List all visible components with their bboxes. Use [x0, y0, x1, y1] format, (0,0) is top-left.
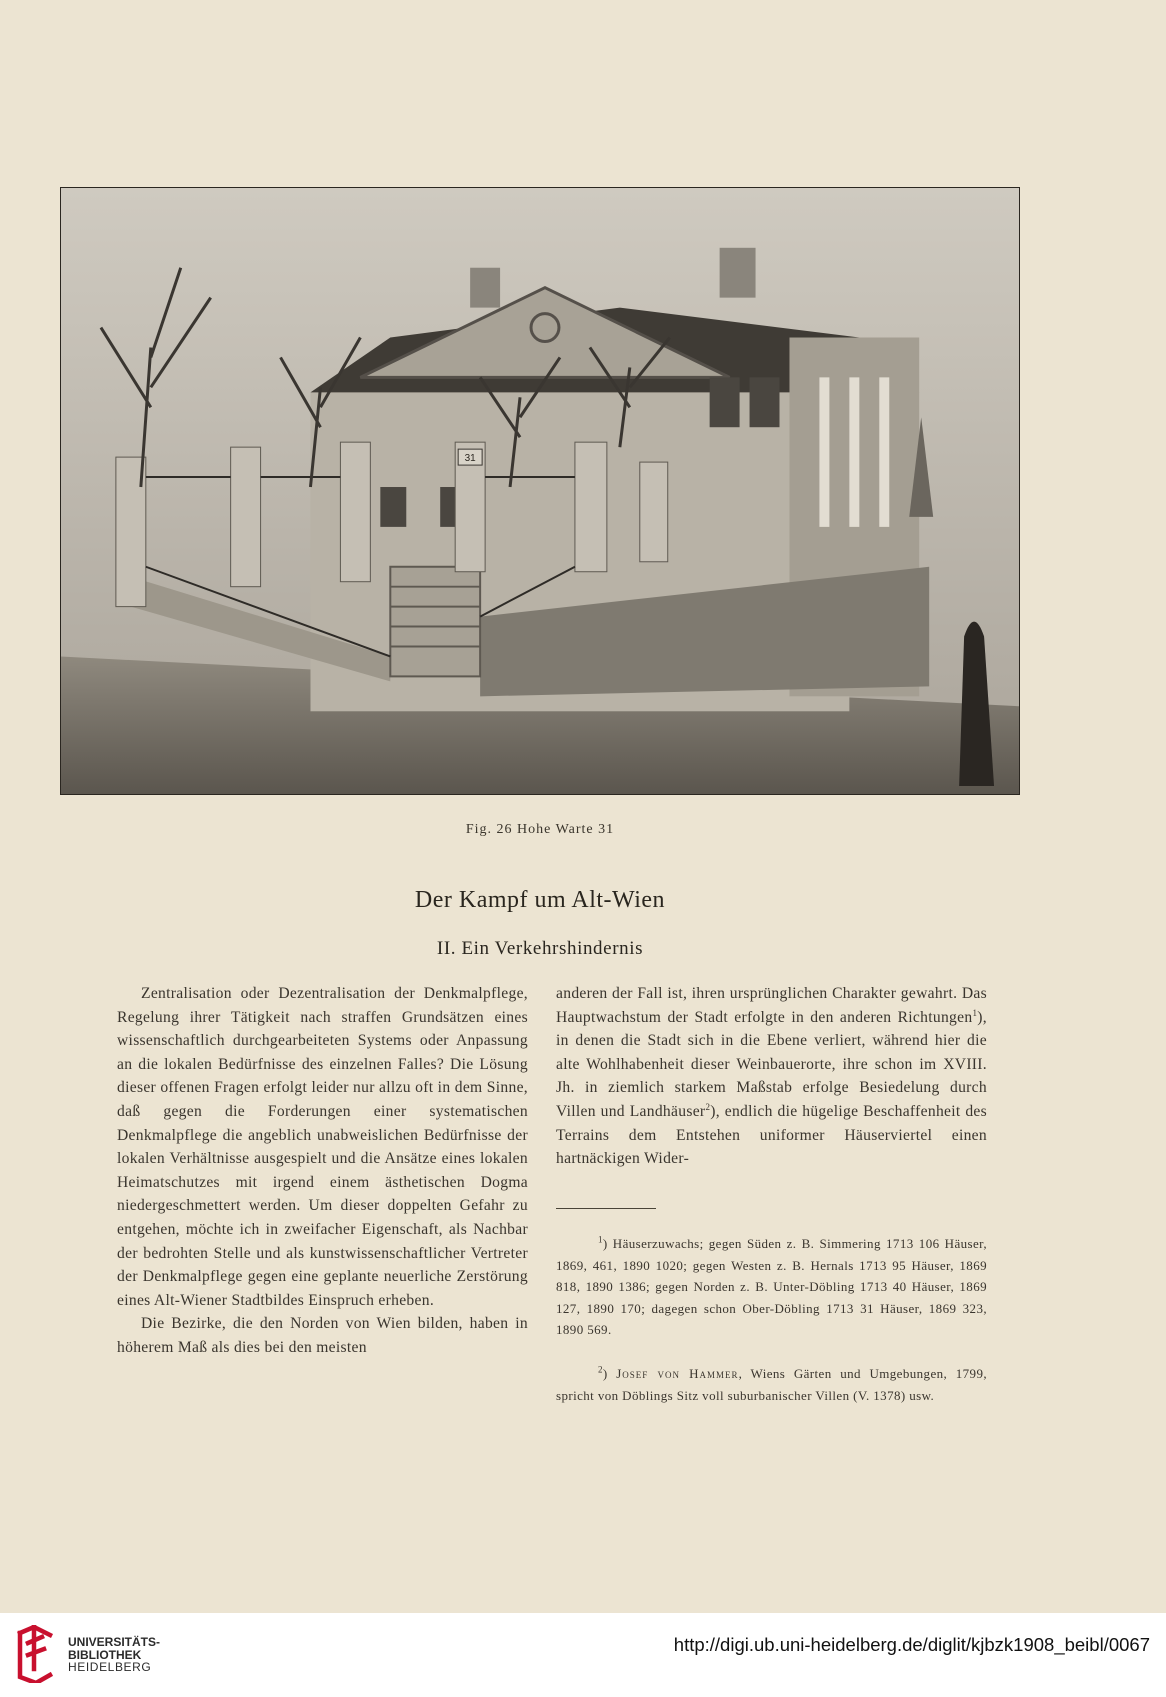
logo-line: HEIDELBERG — [68, 1660, 152, 1674]
footnote-2 — [556, 1363, 987, 1406]
column — [819, 377, 829, 527]
footnote-text: , Wiens Gärten und Umgebungen, 1799, spricht von Döblings Sitz voll suburbanischer Villen (V. 1378) usw. — [556, 1366, 987, 1403]
chimney — [470, 268, 500, 308]
footnote-text: ) Häuserzuwachs; gegen Süden z. B. Simmering 1713 106 Häuser, 1869, 461, 1890 1020; gegen Westen z. B. Hernals 1713 95 Häuser, 1869 818, 1890 1386; gegen Norden z. B. Unter-Döbling 1713 40 Häuser, 1869 127, 1890 170; dagegen schon Ober-Döbling 1713 31 Häuser, 1869 323, 1890 569. — [556, 1236, 987, 1337]
figure-caption: Fig. 26 Hohe Warte 31 — [465, 822, 615, 837]
text-run: ), endlich die hügelige Beschaffenheit des Terrains dem Entstehen uniformer Häuserviertel einen hartnäckigen Wider- — [556, 1102, 987, 1168]
article-title: Der Kampf um Alt-Wien — [414, 887, 666, 913]
footnote-mark: 1 — [598, 1234, 603, 1245]
footnote-ref: 2 — [705, 1101, 711, 1112]
footnote-text: ) — [602, 1366, 617, 1381]
logo-line: BIBLIOTHEK — [68, 1647, 142, 1662]
footnote-ref: 1 — [972, 1007, 978, 1018]
footnote-divider — [556, 1208, 656, 1209]
text-run: anderen der Fall ist, ihren ursprünglichen Charakter gewahrt. Das Hauptwachstum der Stadt erfolgte in den anderen Richtungen — [556, 985, 987, 1026]
author-name: Josef von Hammer — [616, 1366, 739, 1381]
paragraph: Zentralisation oder Dezentralisation der Denkmalpflege, Regelung ihrer Tätigkeit nach straffen Grundsätzen eines wissenschaftlich durchgearbeiteten Systems oder Anpassung an die lokalen Bedürfnisse des einzelnen Falles? Die Lösung dieser offenen Fragen erfolgt leider nur allzu oft in dem Sinne, daß gegen die Forderungen einer systematischen Denkmalpflege die angeblich unabweislichen Bedürfnisse der lokalen Verhältnisse ausgespielt und die Ansätze eines lokalen Heimatschutzes mit irgend einem ästhetischen Dogma niedergeschmettert werden. Um dieser doppelten Gefahr zu entgehen, möchte ich in zweifacher Eigenschaft, als Nachbar der bedrohten Stelle und als kunstwissenschaftlicher Vertreter der Denkmalpflege gegen eine geplante neuerliche Zerstörung eines Alt-Wiener Stadtbildes Einspruch erheben. — [117, 985, 528, 1309]
logo-line: UNIVERSITÄTS- — [68, 1635, 161, 1649]
paragraph — [556, 982, 987, 1171]
column — [879, 377, 889, 527]
article-subtitle: II. Ein Verkehrshindernis — [436, 938, 644, 959]
paragraph: Die Bezirke, die den Norden von Wien bilden, haben in höherem Maß als dies bei den meisten — [117, 1315, 528, 1356]
footnote-mark: 2 — [598, 1364, 603, 1375]
house-number: 31 — [464, 453, 476, 465]
library-logo-icon — [14, 1625, 58, 1683]
library-logo-text — [68, 1636, 160, 1674]
figure-photo — [60, 187, 1020, 795]
column — [849, 377, 859, 527]
chimney — [720, 248, 756, 298]
villa-photograph — [61, 188, 1019, 794]
text-column-right — [556, 982, 987, 1171]
text-column-left — [117, 982, 528, 1360]
stairs — [390, 567, 480, 677]
footnote-1 — [556, 1233, 987, 1341]
text-run: ), in denen die Stadt sich in die Ebene verliert, während hier die alte Wohlhabenheit dieser Weinbauerorte, ihre schon im XVIII. Jh. in ziemlich starkem Maßstab erfolge Besiedelung durch Villen und Landhäuser — [556, 1008, 987, 1120]
source-url-link[interactable]: http://digi.ub.uni-heidelberg.de/diglit/kjbzk1908_beibl/0067 — [673, 1634, 1150, 1655]
